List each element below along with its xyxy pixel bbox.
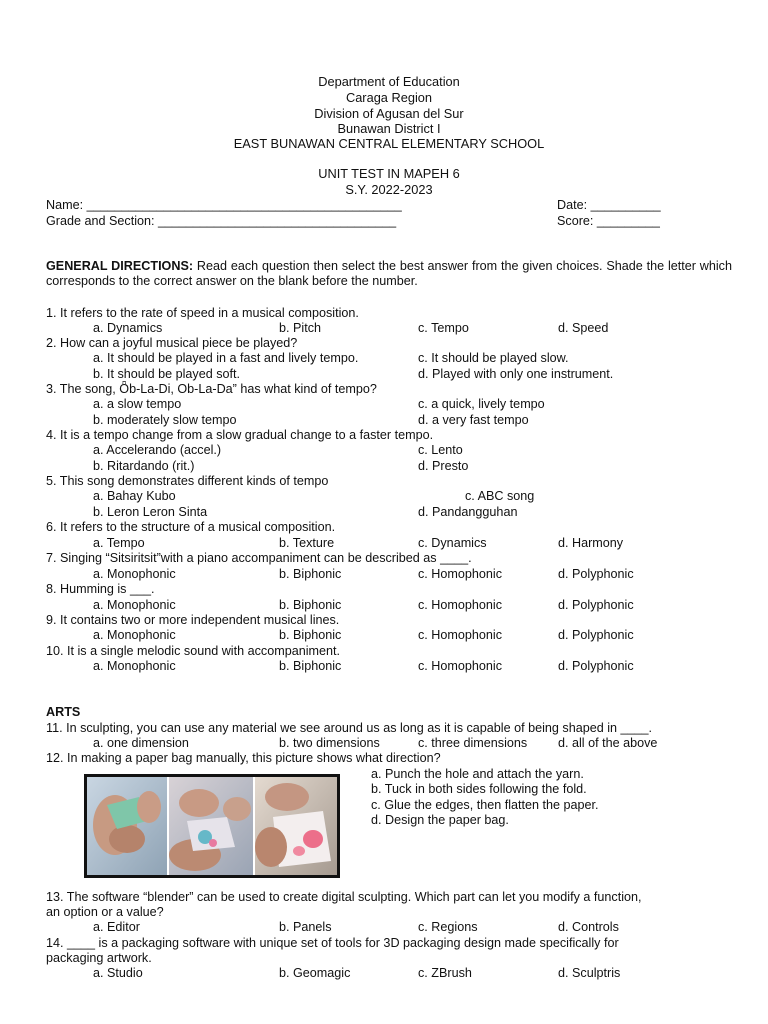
q10-option-c[interactable]: c. Homophonic	[418, 659, 502, 673]
score-field[interactable]: Score: _________	[557, 214, 660, 228]
paper-bag-steps-photo	[84, 774, 340, 878]
region-heading: Caraga Region	[345, 90, 433, 105]
q7-option-c[interactable]: c. Homophonic	[418, 567, 502, 581]
q12-option-a[interactable]: a. Punch the hole and attach the yarn.	[371, 767, 584, 781]
question-10: 10. It is a single melodic sound with accompaniment.	[46, 644, 341, 658]
q8-option-b[interactable]: b. Biphonic	[279, 598, 342, 612]
grade-section-field[interactable]: Grade and Section: __________________________________	[46, 214, 397, 228]
directions-label: GENERAL DIRECTIONS:	[46, 259, 194, 273]
q5-option-d[interactable]: d. Pandangguhan	[418, 505, 518, 519]
q8-option-a[interactable]: a. Monophonic	[93, 598, 176, 612]
q6-option-a[interactable]: a. Tempo	[93, 536, 145, 550]
q1-option-c[interactable]: c. Tempo	[418, 321, 469, 335]
school-year: S.Y. 2022-2023	[345, 182, 433, 197]
q4-option-a[interactable]: a. Accelerando (accel.)	[93, 443, 222, 457]
question-8: 8. Humming is ___.	[46, 582, 155, 596]
q14-option-d[interactable]: d. Sculptris	[558, 966, 621, 980]
q4-option-c[interactable]: c. Lento	[418, 443, 463, 457]
q9-option-d[interactable]: d. Polyphonic	[558, 628, 634, 642]
q5-option-c[interactable]: c. ABC song	[465, 489, 535, 503]
question-9: 9. It contains two or more independent musical lines.	[46, 613, 340, 627]
question-6: 6. It refers to the structure of a musical composition.	[46, 520, 336, 534]
q3-option-c[interactable]: c. a quick, lively tempo	[418, 397, 545, 411]
q14-option-a[interactable]: a. Studio	[93, 966, 143, 980]
q1-option-d[interactable]: d. Speed	[558, 321, 609, 335]
q10-option-a[interactable]: a. Monophonic	[93, 659, 176, 673]
q1-option-a[interactable]: a. Dynamics	[93, 321, 163, 335]
q6-option-d[interactable]: d. Harmony	[558, 536, 624, 550]
q8-option-c[interactable]: c. Homophonic	[418, 598, 502, 612]
q12-option-b[interactable]: b. Tuck in both sides following the fold.	[371, 782, 587, 796]
question-2: 2. How can a joyful musical piece be played?	[46, 336, 298, 350]
question-7: 7. Singing “Sitsiritsit”with a piano accompaniment can be described as ____.	[46, 551, 472, 565]
q1-option-b[interactable]: b. Pitch	[279, 321, 321, 335]
q3-option-a[interactable]: a. a slow tempo	[93, 397, 182, 411]
general-directions	[46, 259, 732, 290]
q9-option-c[interactable]: c. Homophonic	[418, 628, 502, 642]
q10-option-d[interactable]: d. Polyphonic	[558, 659, 634, 673]
q2-option-d[interactable]: d. Played with only one instrument.	[418, 367, 614, 381]
q5-option-a[interactable]: a. Bahay Kubo	[93, 489, 176, 503]
q13-option-d[interactable]: d. Controls	[558, 920, 619, 934]
q14-option-c[interactable]: c. ZBrush	[418, 966, 472, 980]
test-title: UNIT TEST IN MAPEH 6	[318, 166, 460, 181]
question-14: 14. ____ is a packaging software with unique set of tools for 3D packaging design made specifically for	[46, 936, 619, 950]
q13-option-c[interactable]: c. Regions	[418, 920, 478, 934]
q9-option-a[interactable]: a. Monophonic	[93, 628, 176, 642]
q2-option-b[interactable]: b. It should be played soft.	[93, 367, 241, 381]
q11-option-d[interactable]: d. all of the above	[558, 736, 658, 750]
paper-bag-hands-illustration	[87, 777, 337, 875]
q13-option-a[interactable]: a. Editor	[93, 920, 140, 934]
question-13: 13. The software “blender” can be used to create digital sculpting. Which part can let you modify a function,	[46, 890, 642, 904]
q13-option-b[interactable]: b. Panels	[279, 920, 332, 934]
question-3: 3. The song, Ȫb-La-Di, Ob-La-Da” has what kind of tempo?	[46, 382, 377, 396]
q2-option-a[interactable]: a. It should be played in a fast and lively tempo.	[93, 351, 359, 365]
q2-option-c[interactable]: c. It should be played slow.	[418, 351, 569, 365]
question-14-cont: packaging artwork.	[46, 951, 152, 965]
q7-option-d[interactable]: d. Polyphonic	[558, 567, 634, 581]
arts-heading: ARTS	[46, 705, 81, 719]
directions-text: Read each question then select the best answer from the given choices. Shade the letter which corresponds to the correct answer on the blank before the number.	[46, 259, 732, 289]
q10-option-b[interactable]: b. Biphonic	[279, 659, 342, 673]
department-heading: Department of Education	[318, 74, 460, 89]
q11-option-c[interactable]: c. three dimensions	[418, 736, 528, 750]
name-field[interactable]: Name: _____________________________________________	[46, 198, 402, 212]
q11-option-a[interactable]: a. one dimension	[93, 736, 189, 750]
q6-option-b[interactable]: b. Texture	[279, 536, 335, 550]
district-heading: Bunawan District I	[337, 121, 441, 136]
question-4: 4. It is a tempo change from a slow gradual change to a faster tempo.	[46, 428, 434, 442]
q3-option-d[interactable]: d. a very fast tempo	[418, 413, 529, 427]
q8-option-d[interactable]: d. Polyphonic	[558, 598, 634, 612]
question-13-cont: an option or a value?	[46, 905, 164, 919]
question-11: 11. In sculpting, you can use any material we see around us as long as it is capable of being shaped in ____.	[46, 721, 653, 735]
school-name: EAST BUNAWAN CENTRAL ELEMENTARY SCHOOL	[233, 136, 545, 151]
q4-option-b[interactable]: b. Ritardando (rit.)	[93, 459, 195, 473]
q12-option-d[interactable]: d. Design the paper bag.	[371, 813, 509, 827]
date-field[interactable]: Date: __________	[557, 198, 661, 212]
q11-option-b[interactable]: b. two dimensions	[279, 736, 380, 750]
question-5: 5. This song demonstrates different kinds of tempo	[46, 474, 329, 488]
q4-option-d[interactable]: d. Presto	[418, 459, 469, 473]
q6-option-c[interactable]: c. Dynamics	[418, 536, 487, 550]
q3-option-b[interactable]: b. moderately slow tempo	[93, 413, 237, 427]
q14-option-b[interactable]: b. Geomagic	[279, 966, 351, 980]
q5-option-b[interactable]: b. Leron Leron Sinta	[93, 505, 208, 519]
division-heading: Division of Agusan del Sur	[314, 106, 464, 121]
q12-option-c[interactable]: c. Glue the edges, then flatten the paper.	[371, 798, 599, 812]
q9-option-b[interactable]: b. Biphonic	[279, 628, 342, 642]
question-12: 12. In making a paper bag manually, this picture shows what direction?	[46, 751, 441, 765]
question-1: 1. It refers to the rate of speed in a musical composition.	[46, 306, 359, 320]
q7-option-a[interactable]: a. Monophonic	[93, 567, 176, 581]
q7-option-b[interactable]: b. Biphonic	[279, 567, 342, 581]
